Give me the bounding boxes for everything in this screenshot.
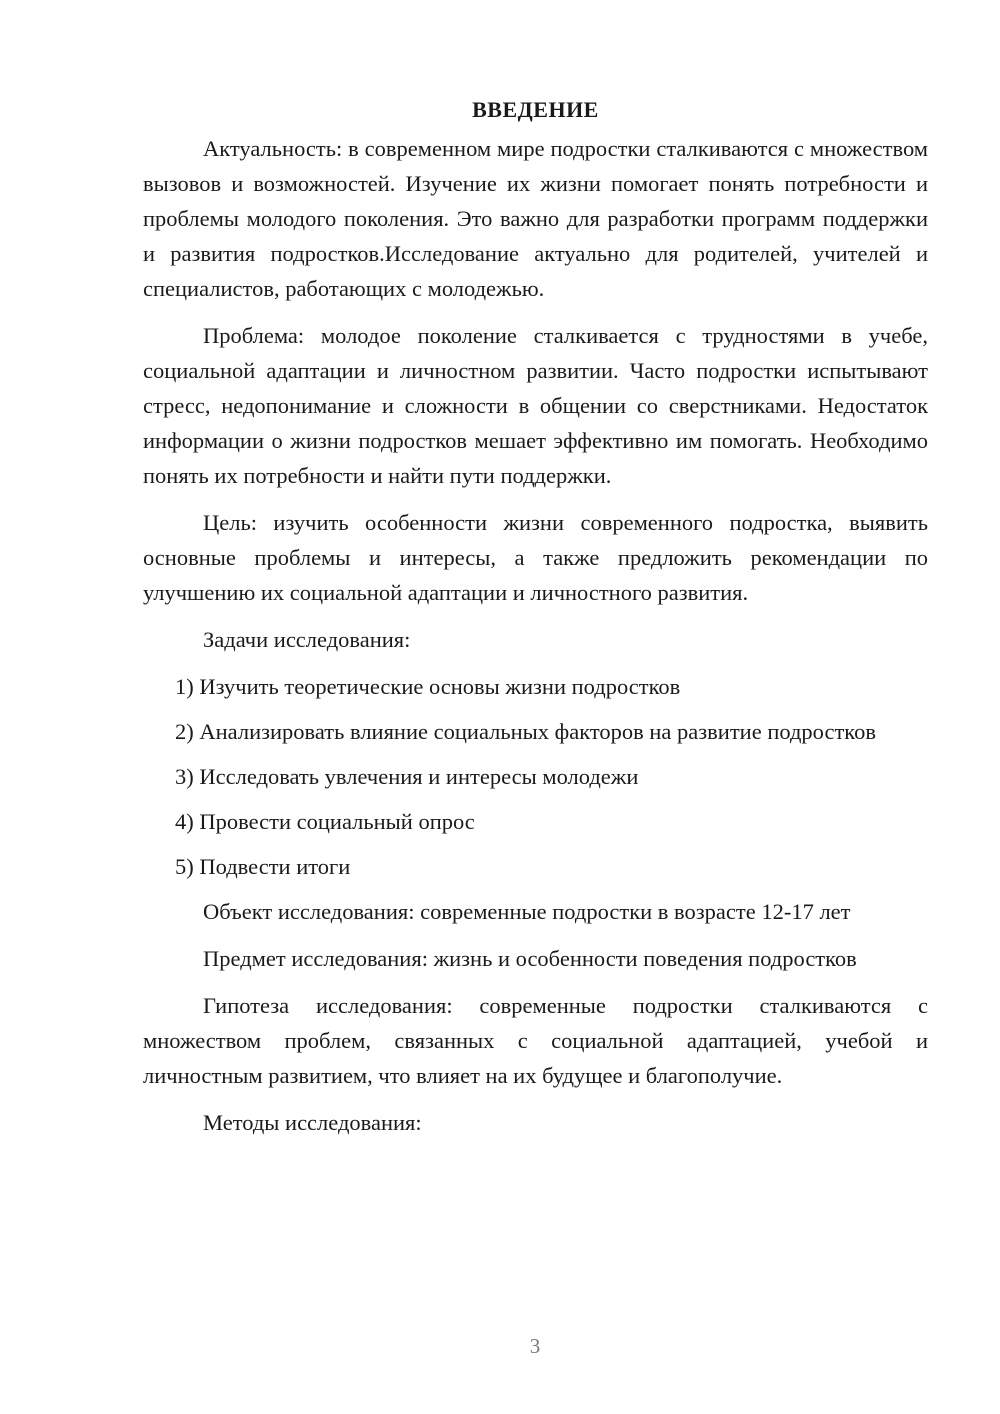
page-title: ВВЕДЕНИЕ [472, 97, 599, 122]
task-item-5: 5) Подвести итоги [175, 854, 351, 879]
page-number: 3 [529, 1334, 541, 1358]
task-item-4: 4) Провести социальный опрос [175, 809, 475, 834]
document-page [143, 95, 928, 1152]
object-paragraph: Объект исследования: современные подростки в возрасте 12-17 лет [203, 899, 851, 924]
task-item-1: 1) Изучить теоретические основы жизни подростков [175, 674, 681, 699]
hypothesis-paragraph: Гипотеза исследования: современные подростки сталкиваются с множеством проблем, связанных с социальной адаптацией, учебой и личностным развитием, что влияет на их будущее и благополучие. [143, 993, 928, 1088]
relevance-paragraph: Актуальность: в современном мире подростки сталкиваются с множеством вызовов и возможностей. Изучение их жизни помогает понять потребности и проблемы молодого поколения. Это важно для разработки программ поддержки и развития подростков.Исследование актуально для родителей, учителей и специалистов, работающих с молодежью. [143, 136, 928, 301]
problem-paragraph: Проблема: молодое поколение сталкивается с трудностями в учебе, социальной адаптации и личностном развитии. Часто подростки испытывают стресс, недопонимание и сложности в общении со сверстниками. Недостаток информации о жизни подростков мешает эффективно им помогать. Необходимо понять их потребности и найти пути поддержки. [143, 323, 928, 488]
methods-heading: Методы исследования: [203, 1110, 422, 1135]
goal-paragraph: Цель: изучить особенности жизни современного подростка, выявить основные проблемы и интересы, а также предложить рекомендации по улучшению их социальной адаптации и личностного развития. [143, 510, 928, 605]
task-item-2: 2) Анализировать влияние социальных факторов на развитие подростков [175, 719, 876, 744]
task-item-3: 3) Исследовать увлечения и интересы молодежи [175, 764, 639, 789]
subject-paragraph: Предмет исследования: жизнь и особенности поведения подростков [203, 946, 857, 971]
tasks-heading: Задачи исследования: [203, 627, 411, 652]
